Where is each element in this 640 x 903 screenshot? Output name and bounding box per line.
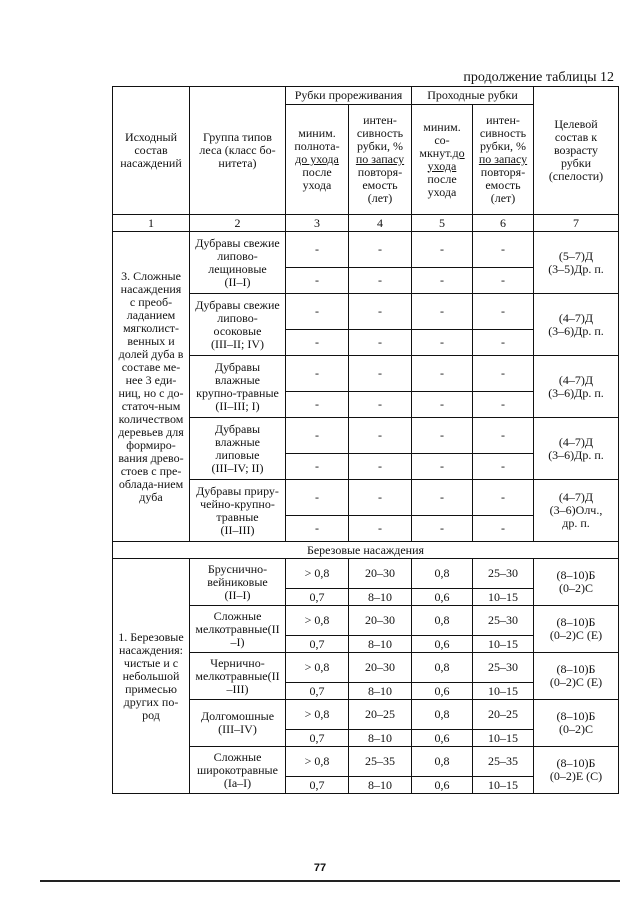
value-cell: - (412, 294, 473, 330)
target-composition-cell: (8–10)Б (0–2)С (534, 700, 619, 747)
value-cell: - (412, 392, 473, 418)
column-number: 1 (113, 215, 190, 232)
header-thinning: Рубки прореживания (286, 87, 412, 105)
value-cell: 20–30 (349, 653, 412, 683)
value-cell: 10–15 (473, 636, 534, 653)
forest-type-cell: Дубравы свежие липовo- лещиновые (II–I) (190, 232, 286, 294)
value-cell: - (473, 268, 534, 294)
value-cell: - (412, 232, 473, 268)
value-cell: - (286, 356, 349, 392)
value-cell: - (286, 268, 349, 294)
value-cell: - (286, 232, 349, 268)
target-composition-cell: (5–7)Д (3–5)Др. п. (534, 232, 619, 294)
footer-rule (40, 880, 620, 882)
section-title-birch: Березовые насаждения (113, 542, 619, 559)
value-cell: - (473, 516, 534, 542)
value-cell: - (349, 330, 412, 356)
value-cell: > 0,8 (286, 606, 349, 636)
target-composition-cell: (8–10)Б (0–2)С (Е) (534, 606, 619, 653)
column-number: 5 (412, 215, 473, 232)
forest-type-cell: Чернично- мелкотравные(II –III) (190, 653, 286, 700)
forest-type-cell: Дубравы свежие липовo- осоковые (III–II; IV) (190, 294, 286, 356)
value-cell: 25–30 (473, 606, 534, 636)
header-intensity-thinning: интен- сивность рубки, % по запасу повторя- емость (лет) (349, 105, 412, 215)
value-cell: 0,6 (412, 777, 473, 794)
value-cell: - (473, 392, 534, 418)
value-cell: 0,8 (412, 700, 473, 730)
target-composition-cell: (8–10)Б (0–2)С (Е) (534, 653, 619, 700)
value-cell: - (473, 454, 534, 480)
value-cell: 25–35 (349, 747, 412, 777)
value-cell: - (349, 454, 412, 480)
target-composition-cell: (8–10)Б (0–2)С (534, 559, 619, 606)
value-cell: - (286, 516, 349, 542)
value-cell: 10–15 (473, 777, 534, 794)
value-cell: - (473, 418, 534, 454)
value-cell: - (412, 418, 473, 454)
target-composition-cell: (8–10)Б (0–2)Е (С) (534, 747, 619, 794)
header-min-closure: миним. со- мкнут.до ухода после ухода (412, 105, 473, 215)
target-composition-cell: (4–7)Д (3–6)Др. п. (534, 294, 619, 356)
value-cell: - (349, 232, 412, 268)
value-cell: 8–10 (349, 683, 412, 700)
value-cell: - (349, 480, 412, 516)
column-number: 7 (534, 215, 619, 232)
value-cell: 0,8 (412, 653, 473, 683)
value-cell: - (286, 294, 349, 330)
forest-thinning-table (112, 86, 619, 794)
value-cell: - (349, 356, 412, 392)
value-cell: 20–25 (349, 700, 412, 730)
value-cell: 20–25 (473, 700, 534, 730)
value-cell: 8–10 (349, 589, 412, 606)
header-initial-composition: Исходный состав насаждений (113, 87, 190, 215)
target-composition-cell: (4–7)Д (3–6)Др. п. (534, 418, 619, 480)
column-number: 2 (190, 215, 286, 232)
value-cell: 0,8 (412, 747, 473, 777)
forest-type-cell: Бруснично- вейниковые (II–I) (190, 559, 286, 606)
value-cell: 0,6 (412, 683, 473, 700)
value-cell: 10–15 (473, 683, 534, 700)
value-cell: - (349, 418, 412, 454)
column-number: 3 (286, 215, 349, 232)
forest-type-cell: Дубравы влажные липовые (III–IV; II) (190, 418, 286, 480)
header-forest-type-group: Группа типов леса (класс бо- нитета) (190, 87, 286, 215)
value-cell: 0,7 (286, 777, 349, 794)
value-cell: - (412, 454, 473, 480)
column-number: 4 (349, 215, 412, 232)
value-cell: > 0,8 (286, 653, 349, 683)
value-cell: 25–30 (473, 653, 534, 683)
value-cell: 8–10 (349, 636, 412, 653)
initial-composition-cell: 3. Сложные насаждения с преоб- ладанием мягколист- венных и долей дуба в составе ме- нее 3 еди- ниц, но с до- статоч-ным количеством деревьев для формиро- вания древо- стоев с пре- обладa-нием дуба (113, 232, 190, 542)
value-cell: 0,8 (412, 606, 473, 636)
value-cell: 0,7 (286, 730, 349, 747)
forest-type-cell: Дубравы влажные крупно-травные (II–III; I) (190, 356, 286, 418)
forest-type-cell: Сложные широкотравные (Iа–I) (190, 747, 286, 794)
value-cell: - (286, 480, 349, 516)
value-cell: - (412, 356, 473, 392)
value-cell: - (473, 294, 534, 330)
value-cell: - (412, 516, 473, 542)
header-passing-cuts: Проходные рубки (412, 87, 534, 105)
table-row (113, 232, 619, 268)
continuation-caption: продолжение таблицы 12 (463, 70, 614, 85)
value-cell: 25–35 (473, 747, 534, 777)
value-cell: - (286, 454, 349, 480)
initial-composition-cell: 1. Березовые насаждения: чистые и с небольшой примесью других по- род (113, 559, 190, 794)
value-cell: 8–10 (349, 777, 412, 794)
page-number: 77 (313, 862, 327, 874)
value-cell: - (349, 294, 412, 330)
value-cell: - (286, 392, 349, 418)
value-cell: - (349, 516, 412, 542)
forest-type-cell: Дубравы приру- чейно-крупно- травные (II–III) (190, 480, 286, 542)
target-composition-cell: (4–7)Д (3–6)Др. п. (534, 356, 619, 418)
value-cell: - (473, 232, 534, 268)
forest-type-cell: Сложные мелкотравные(II –I) (190, 606, 286, 653)
value-cell: - (473, 356, 534, 392)
value-cell: 10–15 (473, 589, 534, 606)
value-cell: - (473, 480, 534, 516)
value-cell: 0,6 (412, 589, 473, 606)
header-intensity-passing: интен- сивность рубки, % по запасу повторя- емость (лет) (473, 105, 534, 215)
value-cell: 10–15 (473, 730, 534, 747)
value-cell: > 0,8 (286, 700, 349, 730)
value-cell: - (412, 480, 473, 516)
value-cell: - (473, 330, 534, 356)
value-cell: - (412, 330, 473, 356)
value-cell: - (349, 268, 412, 294)
column-number: 6 (473, 215, 534, 232)
value-cell: 8–10 (349, 730, 412, 747)
value-cell: > 0,8 (286, 559, 349, 589)
value-cell: - (412, 268, 473, 294)
table-row (113, 559, 619, 589)
header-target-composition: Целевой состав к возрасту рубки (спелости) (534, 87, 619, 215)
value-cell: - (286, 418, 349, 454)
value-cell: 0,6 (412, 730, 473, 747)
value-cell: > 0,8 (286, 747, 349, 777)
value-cell: 25–30 (473, 559, 534, 589)
value-cell: - (349, 392, 412, 418)
forest-type-cell: Долгомошные (III–IV) (190, 700, 286, 747)
value-cell: 0,7 (286, 683, 349, 700)
value-cell: 0,7 (286, 589, 349, 606)
target-composition-cell: (4–7)Д (3–6)Олч., др. п. (534, 480, 619, 542)
value-cell: 0,8 (412, 559, 473, 589)
value-cell: 20–30 (349, 606, 412, 636)
value-cell: 20–30 (349, 559, 412, 589)
header-min-density: миним. полнота- до ухода после ухода (286, 105, 349, 215)
value-cell: 0,6 (412, 636, 473, 653)
value-cell: 0,7 (286, 636, 349, 653)
value-cell: - (286, 330, 349, 356)
